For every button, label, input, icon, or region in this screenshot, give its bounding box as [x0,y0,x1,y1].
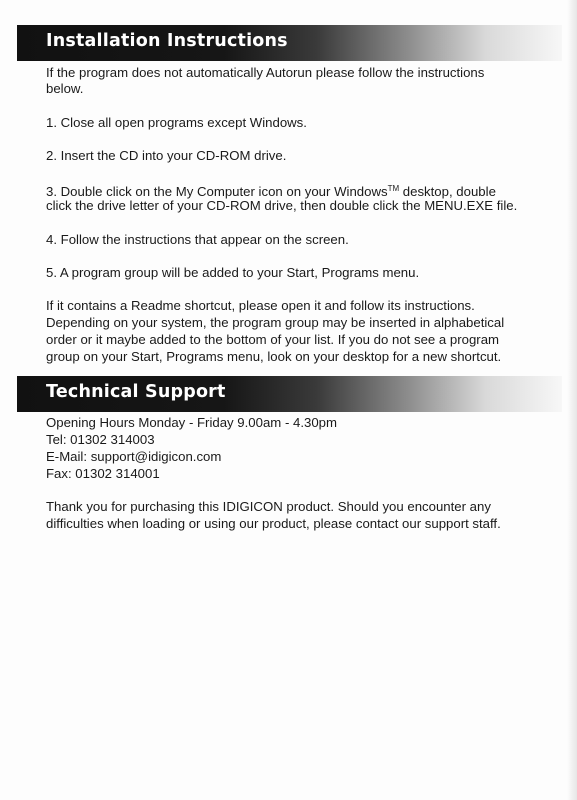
support-hours: Opening Hours Monday - Friday 9.00am - 4.30pm [46,415,337,430]
step-3-line-2: click the drive letter of your CD-ROM drive, then double click the MENU.EXE file. [46,198,518,213]
note-line-3: order or it maybe added to the bottom of your list. If you do not see a program [46,332,500,347]
trademark-mark: TM [387,184,400,193]
step-2: 2. Insert the CD into your CD-ROM drive. [46,148,287,163]
step-4: 4. Follow the instructions that appear on the screen. [46,232,349,247]
installation-title: Installation Instructions [46,31,288,51]
support-fax: Fax: 01302 314001 [46,466,160,481]
thanks-line-1: Thank you for purchasing this IDIGICON product. Should you encounter any [46,499,491,514]
page-edge [567,0,577,800]
support-email: E-Mail: support@idigicon.com [46,449,222,464]
step-3-text-a: 3. Double click on the My Computer icon on your Windows [46,184,388,199]
step-3-text-b: desktop, double [399,184,496,199]
intro-line-1: If the program does not automatically Autorun please follow the instructions [46,65,485,80]
step-5: 5. A program group will be added to your Start, Programs menu. [46,265,420,280]
support-title: Technical Support [46,382,226,402]
note-line-2: Depending on your system, the program group may be inserted in alphabetical [46,315,505,330]
thanks-line-2: difficulties when loading or using our product, please contact our support staff. [46,516,501,531]
support-header [17,376,562,412]
support-tel: Tel: 01302 314003 [46,432,155,447]
step-1: 1. Close all open programs except Windows. [46,115,307,130]
installation-header [17,25,562,61]
intro-line-2: below. [46,81,84,96]
note-line-1: If it contains a Readme shortcut, please open it and follow its instructions. [46,298,475,313]
note-line-4: group on your Start, Programs menu, look on your desktop for a new shortcut. [46,349,502,364]
